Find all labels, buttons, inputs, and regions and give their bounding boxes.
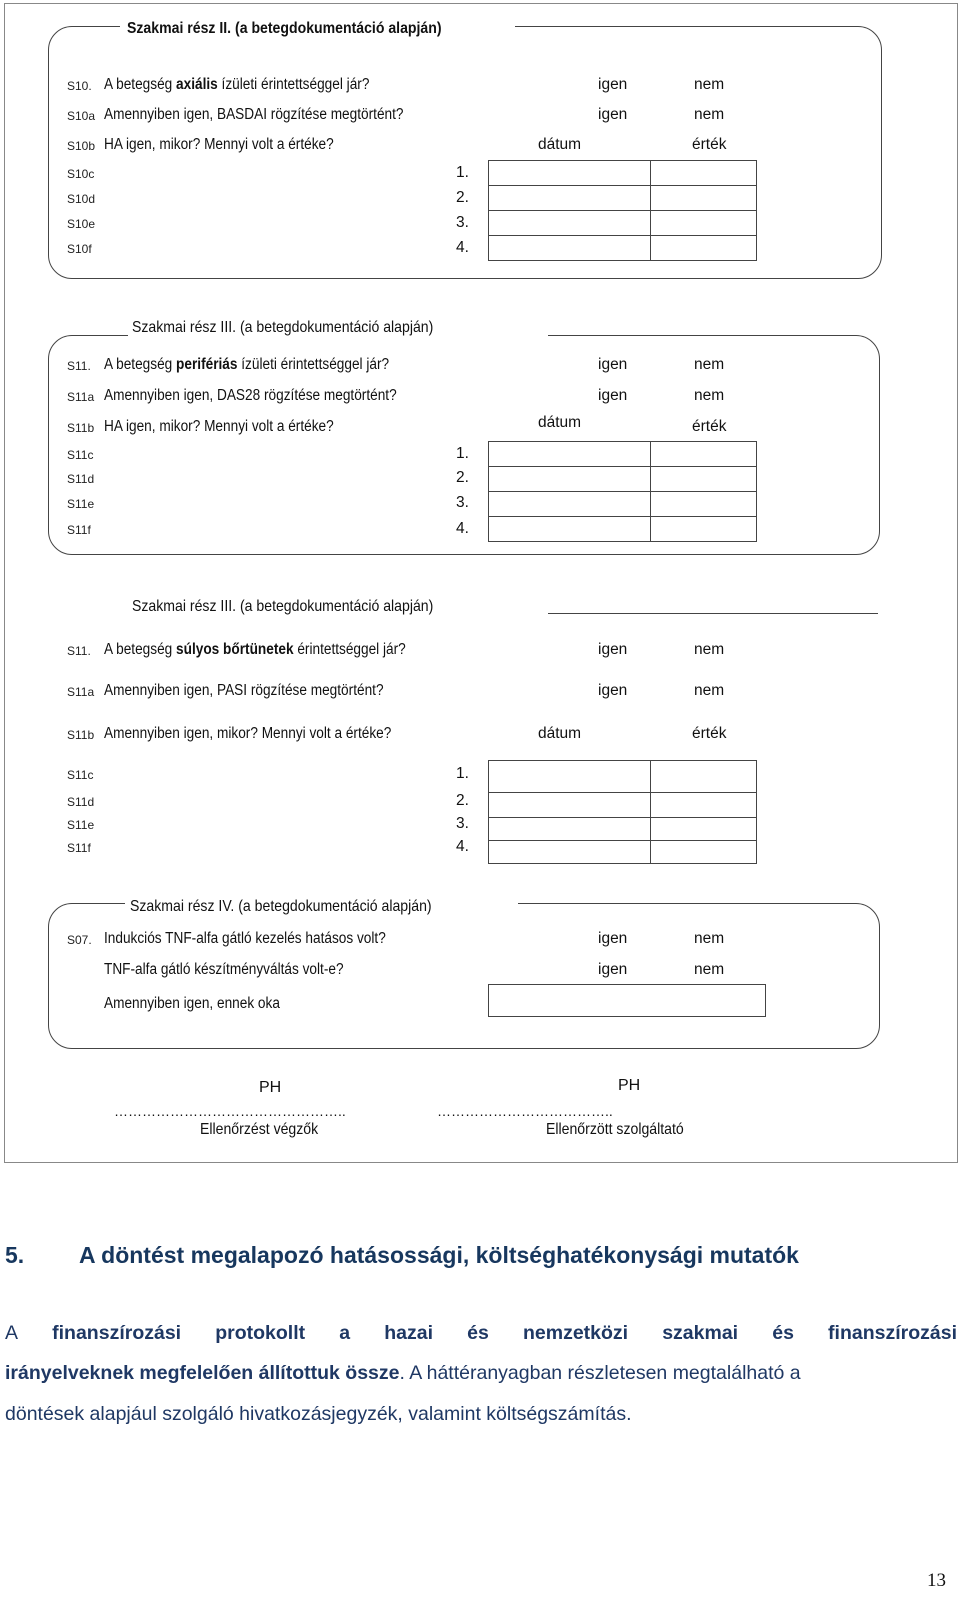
- question-row: [67, 725, 960, 747]
- date-cell[interactable]: [489, 818, 651, 841]
- date-cell[interactable]: [489, 161, 651, 186]
- question-row: [67, 76, 960, 98]
- value-cell[interactable]: [651, 793, 757, 818]
- option-yes[interactable]: igen: [598, 682, 628, 699]
- paragraph-line-2: irányelveknek megfelelően állítottuk össze. A háttéranyagban részletesen megtalálható a: [5, 1362, 801, 1384]
- question-text: Indukciós TNF-alfa gátló kezelés hatásos volt?: [104, 930, 386, 947]
- date-cell[interactable]: [489, 841, 651, 864]
- value-cell[interactable]: [651, 818, 757, 841]
- option-yes[interactable]: igen: [598, 76, 628, 93]
- option-yes[interactable]: igen: [598, 106, 628, 123]
- row-number: 3.: [456, 494, 469, 511]
- question-code: S07.: [67, 933, 92, 947]
- paragraph-line-1: [5, 1322, 957, 1345]
- column-header-date: dátum: [538, 414, 582, 431]
- word: protokollt: [215, 1322, 306, 1344]
- section-iv-title: Szakmai rész IV. (a betegdokumentáció alapján): [130, 898, 432, 915]
- stamp-placeholder-left: PH: [259, 1079, 282, 1096]
- option-no[interactable]: nem: [694, 106, 725, 123]
- option-no[interactable]: nem: [694, 641, 725, 658]
- value-cell[interactable]: [651, 161, 757, 186]
- row-number: 1.: [456, 164, 469, 181]
- signature-label-left: Ellenőrzést végzők: [200, 1121, 319, 1138]
- question-row: [67, 930, 960, 952]
- question-code: S10a: [67, 109, 96, 123]
- option-yes[interactable]: igen: [598, 641, 628, 658]
- row-number: 3.: [456, 815, 469, 832]
- word: finanszírozási: [52, 1322, 182, 1344]
- row-code: S11f: [67, 523, 91, 537]
- value-cell[interactable]: [651, 186, 757, 211]
- chapter-title: A döntést megalapozó hatásossági, költséghatékonysági mutatók: [79, 1242, 799, 1268]
- option-yes[interactable]: igen: [598, 387, 628, 404]
- signature-label-right: Ellenőrzött szolgáltató: [546, 1121, 684, 1138]
- date-cell[interactable]: [489, 186, 651, 211]
- question-row: [67, 387, 960, 409]
- section-iii-a-title: Szakmai rész III. (a betegdokumentáció alapján): [132, 319, 434, 336]
- question-text: TNF-alfa gátló készítményváltás volt-e?: [104, 961, 344, 978]
- question-code: S10b: [67, 139, 96, 153]
- option-yes[interactable]: igen: [598, 356, 628, 373]
- word: és: [772, 1322, 794, 1344]
- question-text: HA igen, mikor? Mennyi volt a értéke?: [104, 418, 334, 435]
- option-no[interactable]: nem: [694, 387, 725, 404]
- signature-line-left: …………………………………………..: [114, 1103, 346, 1119]
- option-no[interactable]: nem: [694, 76, 725, 93]
- word: hazai: [384, 1322, 434, 1344]
- option-no[interactable]: nem: [694, 682, 725, 699]
- date-cell[interactable]: [489, 442, 651, 467]
- question-text: Amennyiben igen, PASI rögzítése megtörtént?: [104, 682, 384, 699]
- row-number: 2.: [456, 469, 469, 486]
- column-header-value: érték: [692, 725, 727, 742]
- row-code: S10f: [67, 242, 92, 256]
- chapter-heading: [5, 1242, 799, 1269]
- date-cell[interactable]: [489, 467, 651, 492]
- paragraph-line-3: döntések alapjául szolgáló hivatkozásjegyzék, valamint költségszámítás.: [5, 1403, 632, 1425]
- column-header-date: dátum: [538, 136, 582, 153]
- question-code: S11.: [67, 359, 91, 373]
- question-text: Amennyiben igen, DAS28 rögzítése megtörtént?: [104, 387, 397, 404]
- row-code: S11e: [67, 497, 95, 511]
- row-number: 2.: [456, 792, 469, 809]
- question-row: [67, 356, 960, 378]
- section-iii-b-top-line: [548, 613, 878, 614]
- row-number: 2.: [456, 189, 469, 206]
- row-number: 4.: [456, 239, 469, 256]
- question-text: A betegség súlyos bőrtünetek érintettséggel jár?: [104, 641, 406, 658]
- page-number: 13: [927, 1570, 946, 1591]
- row-code: S10d: [67, 192, 96, 206]
- word: a: [339, 1322, 351, 1344]
- date-cell[interactable]: [489, 517, 651, 542]
- value-cell[interactable]: [651, 517, 757, 542]
- option-no[interactable]: nem: [694, 930, 725, 947]
- question-row: [67, 961, 960, 983]
- value-cell[interactable]: [651, 467, 757, 492]
- date-cell[interactable]: [489, 211, 651, 236]
- question-text: A betegség axiális ízületi érintettséggel jár?: [104, 76, 370, 93]
- signature-line-right: ………………………………..: [437, 1103, 613, 1119]
- question-code: S11a: [67, 390, 95, 404]
- question-code: S10.: [67, 79, 92, 93]
- column-header-value: érték: [692, 136, 727, 153]
- question-code: S11a: [67, 685, 95, 699]
- word: finanszírozási: [828, 1322, 957, 1344]
- date-cell[interactable]: [489, 236, 651, 261]
- value-cell[interactable]: [651, 442, 757, 467]
- value-cell[interactable]: [651, 211, 757, 236]
- value-cell[interactable]: [651, 492, 757, 517]
- row-code: S11c: [67, 448, 94, 462]
- question-text: Amennyiben igen, BASDAI rögzítése megtörtént?: [104, 106, 404, 123]
- value-table: [488, 160, 757, 261]
- stamp-placeholder-right: PH: [618, 1077, 641, 1094]
- section-ii-title: Szakmai rész II. (a betegdokumentáció alapján): [127, 20, 442, 37]
- question-row: [67, 682, 960, 704]
- option-no[interactable]: nem: [694, 961, 725, 978]
- question-text: A betegség perifériás ízületi érintettséggel jár?: [104, 356, 390, 373]
- option-no[interactable]: nem: [694, 356, 725, 373]
- question-text: HA igen, mikor? Mennyi volt a értéke?: [104, 136, 334, 153]
- value-cell[interactable]: [651, 841, 757, 864]
- word: szakmai: [662, 1322, 739, 1344]
- word: és: [467, 1322, 489, 1344]
- question-code: S11.: [67, 644, 91, 658]
- value-table: [488, 760, 757, 864]
- value-cell[interactable]: [651, 761, 757, 793]
- question-row: [67, 414, 960, 440]
- row-number: 1.: [456, 445, 469, 462]
- question-row: [67, 136, 960, 158]
- section-iii-b-title: Szakmai rész III. (a betegdokumentáció alapján): [132, 598, 434, 615]
- row-code: S11c: [67, 768, 94, 782]
- question-row: [67, 641, 960, 663]
- date-cell[interactable]: [489, 761, 651, 793]
- row-number: 1.: [456, 765, 469, 782]
- row-code: S11f: [67, 841, 91, 855]
- question-text: Amennyiben igen, ennek oka: [104, 995, 280, 1012]
- row-number: 4.: [456, 520, 469, 537]
- value-table: [488, 441, 757, 542]
- word: nemzetközi: [522, 1322, 629, 1344]
- date-cell[interactable]: [489, 492, 651, 517]
- chapter-number: 5.: [5, 1242, 25, 1268]
- reason-input[interactable]: [488, 984, 766, 1017]
- row-number: 4.: [456, 838, 469, 855]
- column-header-date: dátum: [538, 725, 582, 742]
- question-code: S11b: [67, 728, 95, 742]
- row-code: S11d: [67, 472, 95, 486]
- word: A: [5, 1322, 19, 1344]
- question-text: Amennyiben igen, mikor? Mennyi volt a értéke?: [104, 725, 392, 742]
- date-cell[interactable]: [489, 793, 651, 818]
- value-cell[interactable]: [651, 236, 757, 261]
- question-row: [67, 106, 960, 128]
- option-yes[interactable]: igen: [598, 961, 628, 978]
- row-code: S10c: [67, 167, 95, 181]
- question-code: S11b: [67, 421, 95, 435]
- row-code: S11d: [67, 795, 95, 809]
- option-yes[interactable]: igen: [598, 930, 628, 947]
- row-code: S10e: [67, 217, 96, 231]
- column-header-value: érték: [692, 418, 727, 435]
- row-number: 3.: [456, 214, 469, 231]
- row-code: S11e: [67, 818, 95, 832]
